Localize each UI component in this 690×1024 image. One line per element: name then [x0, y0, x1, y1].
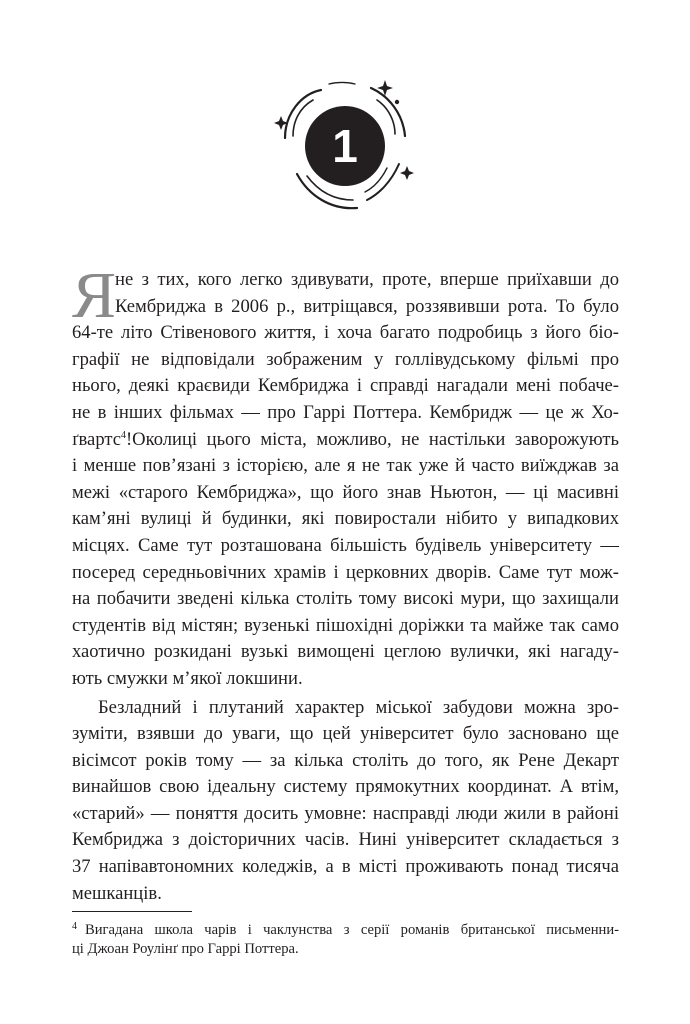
text-line: студентів від містян; вузенькі пішохідні доріжки та майже так само: [72, 614, 619, 636]
text-line: 37 напівавтономних коледжів, а в місті проживають понад тисяча: [72, 856, 619, 878]
paragraph-2: [72, 695, 619, 908]
text-line-rest: !Околиці цього міста, можливо, не настільки заворожують: [125, 428, 619, 450]
footnote-text: Вигадана школа чарів і чаклунства з серії романів британської письменни-: [85, 922, 619, 938]
text-line: Безладний і плутаний характер міської забудови можна зро-: [98, 696, 619, 718]
text-line: не в інших фільмах — про Гаррі Поттера. Кембридж — це ж Хо-: [72, 401, 619, 423]
text-line: кам’яні вулиці й будинки, які повиростали нібито у випадкових: [72, 508, 619, 530]
text-line: вісімсот років тому — за кілька століть до того, як Рене Декарт: [72, 749, 619, 771]
text-line: посеред середньовічних храмів і церковних дворів. Саме тут мож-: [72, 561, 619, 583]
text-line: не з тих, кого легко здивувати, проте, вперше приїхавши до: [115, 269, 619, 290]
text-line: хаотично розкидані вузькі вимощені цеглою вулички, які нагаду-: [72, 641, 619, 663]
text-line: мешканців.: [72, 882, 162, 904]
paragraph-1: [72, 259, 619, 693]
text-line: зуміти, взявши до уваги, що цей університет було засновано ще: [72, 723, 619, 745]
text-line: Кембриджа з доісторичних часів. Нині університет складається з: [72, 829, 619, 851]
text-line: ють смужки м’якої локшини.: [72, 667, 303, 689]
footnote-ref[interactable]: 4: [120, 429, 126, 441]
body-text: [72, 259, 619, 907]
text-line-hogwarts: [72, 427, 619, 454]
text-line: 64-те літо Стівенового життя, і хоча багато подробиць з його біо-: [72, 322, 619, 344]
text-line: «старий» — поняття досить умовне: насправді люди жили в районі: [72, 802, 619, 824]
text-line: нього, деякі краєвиди Кембриджа і справді нагадали мені побаче-: [72, 375, 619, 397]
text-line: на побачити зведені кілька століть тому високі мури, що захищали: [72, 588, 619, 610]
footnote-divider: [72, 911, 192, 912]
text-line: і менше пов’язані з історією, але я не так уже й часто виїжджав за: [72, 455, 619, 477]
footnote-line: ці Джоан Роулінґ про Гаррі Поттера.: [72, 941, 299, 957]
chapter-number: 1: [332, 120, 358, 172]
text-line: місцях. Саме тут розташована більшість будівель університету —: [72, 534, 619, 556]
footnote-line: [72, 916, 619, 938]
text-line: винайшов свою ідеальну систему прямокутних координат. А втім,: [72, 776, 619, 798]
text-line: графії не відповідали зображеним у голлівудському фільмі про: [72, 348, 619, 370]
text-line: Кембриджа в 2006 р., витріщався, роззявивши рота. То було: [115, 295, 619, 317]
chapter-emblem: [273, 78, 417, 214]
drop-cap: Я: [72, 259, 117, 332]
footnote: [72, 916, 619, 960]
hogwarts-word: ґвартс: [72, 428, 121, 450]
text-line: межі «старого Кембриджа», що його знав Ньютон, — ці масивні: [72, 481, 619, 503]
footnote-mark: 4: [72, 921, 77, 932]
